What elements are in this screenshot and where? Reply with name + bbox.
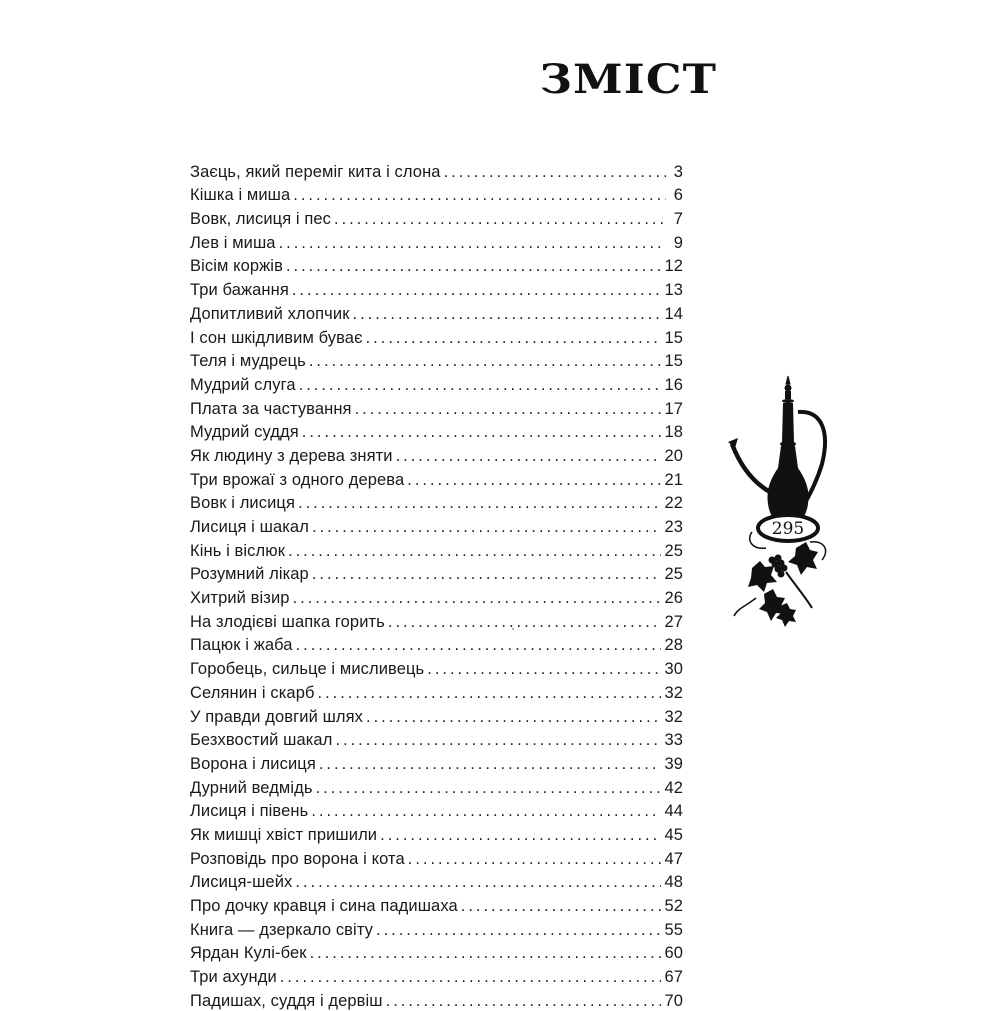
toc-entry-title: Допитливий хлопчик (190, 304, 350, 323)
toc-entry-title: Розповідь про ворона і кота (190, 849, 405, 868)
dot-leader (318, 683, 662, 703)
toc-entry-title: Падишах, суддя і дервіш (190, 991, 383, 1010)
toc-entry (190, 253, 683, 277)
dot-leader (366, 328, 662, 348)
toc-entry-page-number: 28 (664, 636, 683, 655)
dot-leader (355, 399, 662, 419)
ewer-with-grapevine-icon (726, 372, 836, 632)
dot-leader (461, 896, 662, 916)
dot-leader (286, 256, 661, 276)
toc-entry-title: Заєць, який переміг кита і слона (190, 162, 441, 181)
toc-entry-page-number: 60 (664, 944, 683, 963)
toc-entry-page-number: 12 (664, 257, 683, 276)
toc-entry-title: Пацюк і жаба (190, 636, 293, 655)
toc-entry-page-number: 67 (664, 968, 683, 987)
dot-leader (293, 185, 666, 205)
toc-entry (190, 419, 683, 443)
toc-entry (190, 537, 683, 561)
toc-entry-title: Лисиця і півень (190, 802, 309, 821)
toc-entry (190, 987, 683, 1011)
toc-entry-title: У правди довгий шлях (190, 707, 364, 726)
toc-entry-page-number: 3 (673, 162, 683, 181)
toc-entry-title: Ярдан Кулі-бек (190, 944, 307, 963)
toc-entry-title: Вовк, лисиця і пес (190, 210, 332, 229)
toc-entry-title: Теля і мудрець (190, 352, 306, 371)
toc-entry-page-number: 16 (664, 375, 683, 394)
toc-entry-page-number: 9 (673, 233, 683, 252)
toc-entry (190, 608, 683, 632)
toc-entry (190, 774, 683, 798)
toc-entry (190, 845, 683, 869)
toc-entry-page-number: 26 (664, 589, 683, 608)
toc-entry-page-number: 45 (664, 825, 683, 844)
toc-entry-page-number: 52 (664, 897, 683, 915)
toc-entry-page-number: 14 (664, 304, 683, 323)
toc-entry-title: Вовк і лисиця (190, 494, 295, 513)
dot-leader (279, 233, 666, 253)
toc-entry (190, 916, 683, 940)
toc-entry (190, 963, 683, 987)
toc-entry-page-number: 7 (673, 210, 683, 229)
toc-entry-title: Розумний лікар (190, 565, 309, 584)
toc-entry-page-number: 30 (664, 660, 683, 679)
toc-entry (190, 276, 683, 300)
dot-leader (316, 778, 662, 798)
dot-leader (444, 162, 666, 182)
toc-entry-title: Три ахунди (190, 968, 277, 987)
toc-entry-page-number: 47 (664, 849, 683, 868)
toc-entry-page-number: 17 (664, 399, 683, 418)
toc-entry (190, 395, 683, 419)
toc-entry-title: Як мишці хвіст пришили (190, 825, 378, 844)
dot-leader (288, 541, 661, 561)
toc-entry-title: Кінь і віслюк (190, 541, 286, 560)
toc-entry-title: Про дочку кравця і сина падишаха (190, 897, 458, 915)
toc-entry (190, 940, 683, 964)
toc-entry (190, 869, 683, 893)
toc-entry (190, 727, 683, 751)
dot-leader (309, 351, 662, 371)
toc-entry (190, 348, 683, 372)
dot-leader (280, 967, 662, 987)
toc-entry-page-number: 42 (664, 778, 683, 797)
toc-entry-page-number: 44 (664, 802, 683, 821)
toc-entry (190, 584, 683, 608)
toc-entry-title: Лев і миша (190, 233, 276, 252)
toc-entry-page-number: 32 (664, 683, 683, 702)
toc-entry (190, 466, 683, 490)
toc-entry-title: Хитрий візир (190, 589, 290, 608)
toc-entry (190, 798, 683, 822)
toc-entry (190, 442, 683, 466)
toc-entry (190, 490, 683, 514)
toc-entry-page-number: 25 (664, 541, 683, 560)
page-number: 295 (771, 519, 805, 539)
dot-leader (334, 209, 666, 229)
dot-leader (388, 612, 662, 632)
toc-entry (190, 703, 683, 727)
table-of-contents (190, 158, 683, 1011)
dot-leader (311, 801, 661, 821)
toc-entry-page-number: 55 (664, 920, 683, 939)
dot-leader (310, 943, 662, 963)
toc-entry-page-number: 32 (664, 707, 683, 726)
toc-entry-page-number: 70 (664, 991, 683, 1010)
toc-entry-page-number: 6 (673, 186, 683, 205)
toc-entry-page-number: 39 (664, 754, 683, 773)
toc-entry-title: На злодієві шапка горить (190, 612, 385, 631)
toc-entry-page-number: 27 (664, 612, 683, 631)
dot-leader (293, 588, 662, 608)
toc-entry-title: Мудрий суддя (190, 423, 299, 442)
toc-entry (190, 561, 683, 585)
page-number-badge (758, 515, 818, 541)
toc-entry-page-number: 48 (664, 873, 683, 892)
toc-entry-title: Вісім коржів (190, 257, 283, 276)
toc-entry-title: Безхвостий шакал (190, 731, 333, 750)
toc-entry (190, 513, 683, 537)
print-speck (512, 628, 514, 630)
toc-entry (190, 205, 683, 229)
dot-leader (427, 659, 661, 679)
toc-entry-title: Мудрий слуга (190, 375, 296, 394)
toc-entry (190, 632, 683, 656)
toc-entry-title: Плата за частування (190, 399, 352, 418)
dot-leader (298, 493, 661, 513)
toc-entry-title: Кішка і миша (190, 186, 291, 205)
toc-entry-page-number: 23 (664, 518, 683, 536)
dot-leader (302, 422, 662, 442)
toc-entry-title: Лисиця і шакал (190, 518, 309, 536)
toc-entry-title: І сон шкідливим буває (190, 328, 363, 347)
dot-leader (312, 517, 662, 537)
dot-leader (299, 375, 662, 395)
toc-entry-title: Лисиця-шейх (190, 873, 293, 892)
toc-entry-title: Як людину з дерева зняти (190, 446, 393, 465)
dot-leader (296, 635, 662, 655)
dot-leader (353, 304, 662, 324)
toc-entry (190, 679, 683, 703)
dot-leader (295, 872, 661, 892)
toc-entry-page-number: 15 (664, 328, 683, 347)
toc-entry-page-number: 33 (664, 731, 683, 750)
toc-entry-title: Горобець, сильце і мисливець (190, 660, 425, 679)
dot-leader (319, 754, 662, 774)
toc-entry-page-number: 15 (664, 352, 683, 371)
dot-leader (312, 564, 662, 584)
dot-leader (396, 446, 662, 466)
toc-entry-page-number: 21 (664, 470, 683, 489)
dot-leader (366, 707, 661, 727)
toc-entry (190, 821, 683, 845)
toc-entry (190, 182, 683, 206)
toc-entry-title: Ворона і лисиця (190, 754, 316, 773)
toc-entry (190, 300, 683, 324)
toc-entry-title: Книга — дзеркало світу (190, 920, 374, 939)
dot-leader (380, 825, 661, 845)
toc-entry-page-number: 13 (664, 281, 683, 300)
toc-entry-title: Три бажання (190, 281, 289, 300)
toc-entry (190, 371, 683, 395)
dot-leader (408, 849, 662, 869)
toc-entry (190, 229, 683, 253)
toc-entry (190, 892, 683, 916)
page-title: ЗМІСТ (539, 56, 718, 103)
dot-leader (376, 920, 661, 940)
toc-entry (190, 750, 683, 774)
toc-entry (190, 655, 683, 679)
dot-leader (335, 730, 661, 750)
dot-leader (292, 280, 662, 300)
toc-entry-title: Три врожаї з одного дерева (190, 470, 405, 489)
dot-leader (386, 991, 662, 1011)
toc-entry-page-number: 25 (664, 565, 683, 584)
toc-entry (190, 158, 683, 182)
toc-entry-page-number: 22 (664, 494, 683, 513)
dot-leader (407, 470, 661, 490)
toc-entry (190, 324, 683, 348)
toc-entry-page-number: 20 (664, 446, 683, 465)
toc-entry-title: Селянин і скарб (190, 683, 315, 702)
toc-entry-page-number: 18 (664, 423, 683, 442)
toc-entry-title: Дурний ведмідь (190, 778, 313, 797)
